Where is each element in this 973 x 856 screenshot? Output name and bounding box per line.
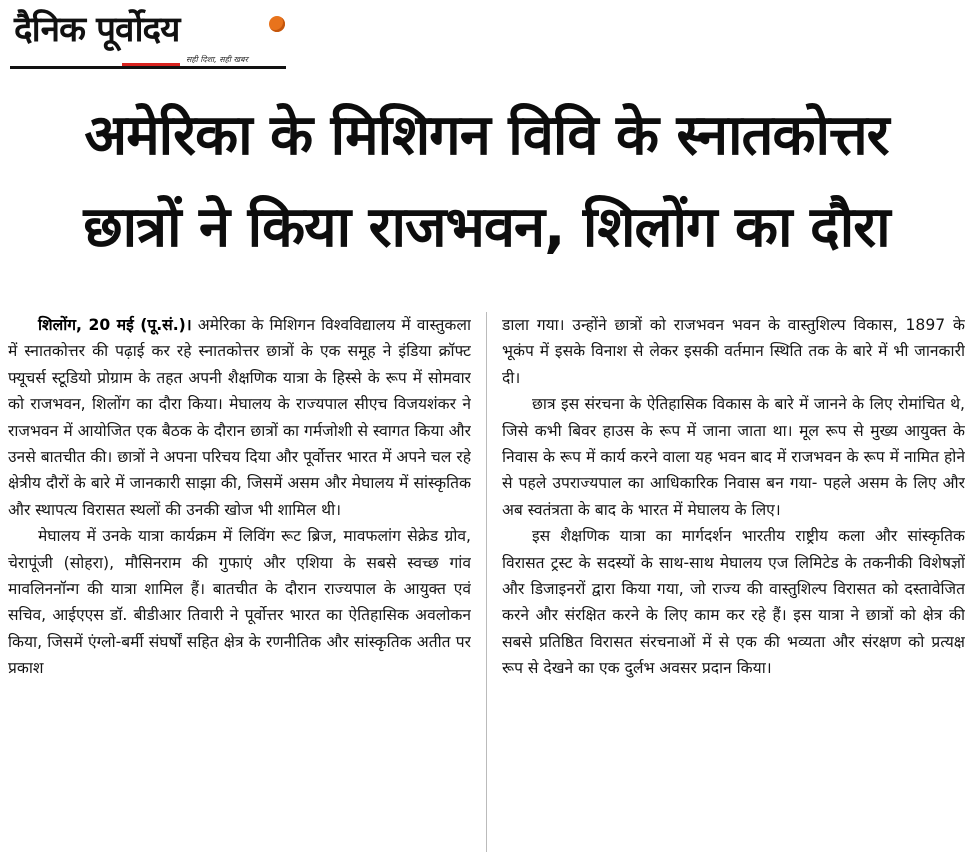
article-column-right xyxy=(502,312,965,852)
article-paragraph: मेघालय में उनके यात्रा कार्यक्रम में लिविंग रूट ब्रिज, मावफलांग सेक्रेड ग्रोव, चेरापूंजी (सोहरा), मौसिनराम की गुफाएं और एशिया के सबसे स्वच्छ गांव मावलिननॉन्ग की यात्रा शामिल हैं। बातचीत के दौरान राज्यपाल के आयुक्त एवं सचिव, आईएएस डॉ. बीडीआर तिवारी ने पूर्वोत्तर भारत का ऐतिहासिक अवलोकन किया, जिसमें एंग्लो-बर्मी संघर्षों सहित क्षेत्र के रणनीतिक और सांस्कृतिक अतीत पर प्रकाश xyxy=(8,527,471,678)
article-paragraph: डाला गया। उन्होंने छात्रों को राजभवन भवन के वास्तुशिल्प विकास, 1897 के भूकंप में इसके विनाश से लेकर इसकी वर्तमान स्थिति तक के बारे में भी जानकारी दी। xyxy=(502,316,965,387)
paragraph-text: अमेरिका के मिशिगन विश्वविद्यालय में वास्तुकला में स्नातकोत्तर की पढ़ाई कर रहे स्नातकोत्तर छात्रों के एक समूह ने इंडिया क्रॉफ्ट फ्यूचर्स स्टूडियो प्रोग्राम के तहत अपनी शैक्षणिक यात्रा के हिस्से के रूप में सोमवार को राजभवन, शिलोंग का दौरा किया। मेघालय के राज्यपाल सीएच विजयशंकर ने राजभवन में आयोजित एक बैठक के दौरान छात्रों का गर्मजोशी से स्वागत किया और उनसे बातचीत की। छात्रों ने अपना परिचय दिया और पूर्वोत्तर भारत में अपने चल रहे क्षेत्रीय दौरों के बारे में जानकारी साझा की, जिसमें असम और मेघालय में सांस्कृतिक और स्थापत्य विरासत स्थलों की उनकी खोज भी शामिल थी। xyxy=(8,316,471,519)
dateline: शिलोंग, 20 मई (पू.सं.)। xyxy=(38,316,192,334)
article-paragraph: छात्र इस संरचना के ऐतिहासिक विकास के बारे में जानने के लिए रोमांचित थे, जिसे कभी बिवर हाउस के रूप में जाना जाता था। मूल रूप से मुख्य आयुक्त के निवास के रूप में कार्य करने वाला यह भवन बाद में राजभवन के रूप में नामित होने से पहले उपराज्यपाल का आधिकारिक निवास बन गया- पहले असम के लिए और अब स्वतंत्रता के बाद के भारत में मेघालय के लिए। xyxy=(502,395,965,519)
masthead-name: दैनिक पूर्वोदय xyxy=(14,10,180,50)
masthead xyxy=(10,6,286,72)
article-paragraph xyxy=(8,312,471,523)
headline-line-2: छात्रों ने किया राजभवन, शिलोंग का दौरा xyxy=(83,195,890,260)
article-column-left xyxy=(8,312,471,852)
column-divider xyxy=(486,312,487,852)
headline xyxy=(8,90,965,274)
headline-line-1: अमेरिका के मिशिगन विवि के स्नातकोत्तर xyxy=(84,103,889,168)
masthead-rule xyxy=(10,66,286,69)
logo-dot-icon xyxy=(269,16,285,32)
article-paragraph: इस शैक्षणिक यात्रा का मार्गदर्शन भारतीय राष्ट्रीय कला और सांस्कृतिक विरासत ट्रस्ट के सदस्यों के साथ-साथ मेघालय एज लिमिटेड के तकनीकी विशेषज्ञों और डिजाइनरों द्वारा किया गया, जो राज्य की वास्तुशिल्प विरासत को दस्तावेजित करने और संरक्षित करने के लिए काम कर रहे हैं। इस यात्रा ने छात्रों को क्षेत्र की सबसे प्रतिष्ठित विरासत संरचनाओं में से एक की भव्यता और संरक्षण को प्रत्यक्ष रूप से देखने का एक दुर्लभ अवसर प्रदान किया। xyxy=(502,527,965,678)
masthead-tagline: सही दिशा, सही खबर xyxy=(186,55,248,64)
article-body xyxy=(8,312,965,852)
